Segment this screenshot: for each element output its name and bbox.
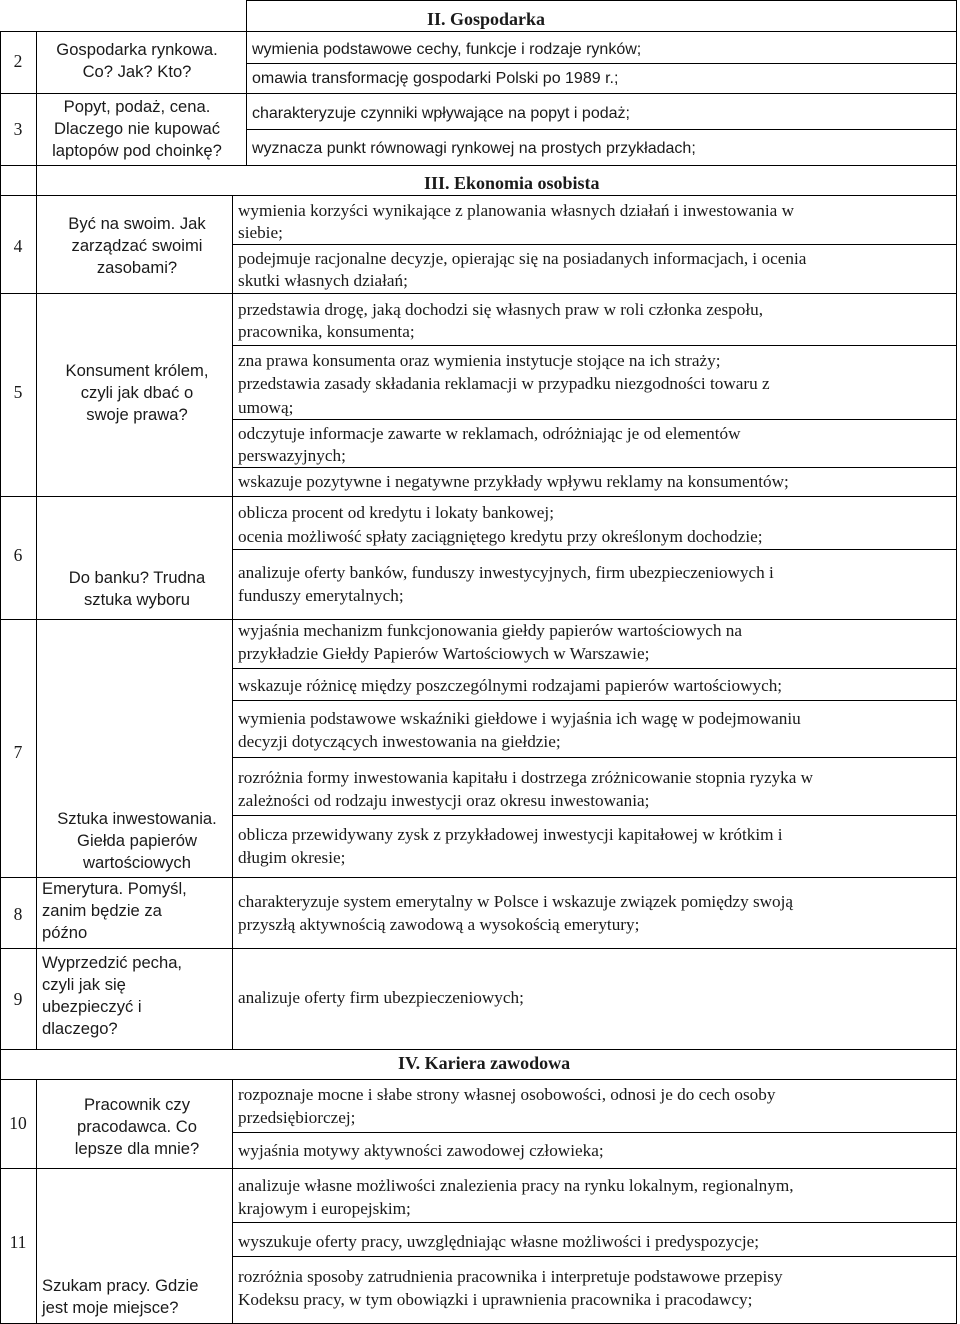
- lesson-topic: [42, 952, 237, 1040]
- lesson-number: 7: [13, 742, 23, 762]
- row-border: [0, 1049, 957, 1050]
- topic-line: Co? Jak? Kto?: [82, 62, 192, 81]
- topic-line: Emerytura. Pomyśl,: [42, 879, 187, 898]
- lesson-number: 11: [9, 1232, 27, 1252]
- row-border: [0, 496, 957, 497]
- requirement-line: siebie;: [238, 223, 283, 242]
- requirement-line: wymienia korzyści wynikające z planowania własnych działań i inwestowania w: [238, 201, 795, 220]
- requirement-line: charakteryzuje system emerytalny w Polsce i wskazuje związek pomiędzy swoją: [238, 892, 794, 911]
- cell-border: [232, 345, 957, 346]
- topic-line: zanim będzie za: [42, 901, 162, 920]
- requirement-line: skutki własnych działań;: [238, 271, 408, 290]
- lesson-topic: [37, 96, 237, 162]
- requirement-line: wymienia podstawowe cechy, funkcje i rodzaje rynków;: [252, 41, 642, 58]
- requirement-line: przyszłą aktywnością zawodową a wysokością emerytury;: [238, 915, 640, 934]
- lesson-topic: [37, 808, 237, 874]
- cell-border: [232, 700, 957, 701]
- requirement-line: charakteryzuje czynniki wpływające na popyt i podaż;: [252, 105, 630, 122]
- topic-line: ubezpieczyć i: [42, 997, 142, 1016]
- lesson-number: 6: [13, 545, 23, 565]
- requirement-line: rozpoznaje mocne i słabe strony własnej osobowości, odnosi je do cech osoby: [238, 1085, 776, 1104]
- topic-line: Dlaczego nie kupować: [53, 119, 221, 138]
- row-border: [0, 1079, 957, 1080]
- table-border: [0, 31, 1, 1324]
- row-border: [0, 195, 957, 196]
- table-border: [956, 0, 957, 1324]
- requirement-line: krajowym i europejskim;: [238, 1199, 411, 1218]
- lesson-topic: [37, 213, 237, 279]
- cell-border: [232, 1222, 957, 1223]
- cell-border: [232, 668, 957, 669]
- row-border: [0, 1168, 957, 1169]
- topic-line: pracodawca. Co: [77, 1117, 197, 1136]
- topic-line: czyli jak dbać o: [80, 383, 194, 402]
- requirement-line: wymienia podstawowe wskaźniki giełdowe i wyjaśnia ich wagę w podejmowaniu: [238, 709, 801, 728]
- cell-border: [246, 129, 957, 130]
- topic-line: Być na swoim. Jak: [68, 214, 206, 233]
- topic-line: Sztuka inwestowania.: [57, 809, 217, 828]
- cell-border: [232, 419, 957, 420]
- requirement-line: odczytuje informacje zawarte w reklamach, odróżniając je od elementów: [238, 424, 741, 443]
- lesson-topic: [37, 39, 237, 83]
- cell-border: [232, 757, 957, 758]
- requirement-line: Kodeksu pracy, w tym obowiązki i uprawnienia pracownika i pracodawcy;: [238, 1290, 753, 1309]
- lesson-number: 10: [9, 1113, 27, 1133]
- lesson-number: 9: [13, 989, 23, 1009]
- topic-line: swoje prawa?: [86, 405, 188, 424]
- requirement-line: wskazuje pozytywne i negatywne przykłady wpływu reklamy na konsumentów;: [238, 472, 789, 491]
- column-divider: [36, 31, 37, 1049]
- lesson-number: 2: [13, 51, 23, 71]
- column-divider: [246, 0, 247, 166]
- topic-line: późno: [42, 923, 88, 942]
- requirement-line: pracownika, konsumenta;: [238, 322, 415, 341]
- cell-border: [246, 63, 957, 64]
- section-header-kariera: IV. Kariera zawodowa: [398, 1053, 571, 1073]
- cell-border: [232, 1132, 957, 1133]
- requirement-line: analizuje własne możliwości znalezienia pracy na rynku lokalnym, regionalnym,: [238, 1176, 794, 1195]
- topic-line: lepsze dla mnie?: [74, 1139, 200, 1158]
- requirement-line: decyzji dotyczących inwestowania na giełdzie;: [238, 732, 561, 751]
- topic-line: Giełda papierów: [77, 831, 197, 850]
- lesson-topic: [37, 567, 237, 611]
- cell-border: [232, 467, 957, 468]
- requirement-line: ocenia możliwość spłaty zaciągniętego kredytu przy określonym dochodzie;: [238, 527, 763, 546]
- requirement-line: analizuje oferty firm ubezpieczeniowych;: [238, 988, 524, 1007]
- requirement-line: podejmuje racjonalne decyzje, opierając się na posiadanych informacjach, i ocenia: [238, 249, 807, 268]
- row-border: [0, 619, 957, 620]
- cell-border: [232, 244, 957, 245]
- requirement-line: oblicza przewidywany zysk z przykładowej inwestycji kapitałowej w krótkim i: [238, 825, 783, 844]
- cell-border: [232, 815, 957, 816]
- row-border: [0, 948, 957, 949]
- topic-line: sztuka wyboru: [83, 590, 191, 609]
- lesson-topic: [42, 878, 237, 944]
- requirement-line: długim okresie;: [238, 848, 346, 867]
- topic-line: Gospodarka rynkowa.: [56, 40, 218, 59]
- row-border: [0, 293, 957, 294]
- topic-line: Pracownik czy: [83, 1095, 191, 1114]
- requirement-line: perswazyjnych;: [238, 446, 346, 465]
- requirement-line: wyszukuje oferty pracy, uwzględniając własne możliwości i predyspozycje;: [238, 1232, 760, 1251]
- row-border: [0, 165, 957, 166]
- row-border: [0, 877, 957, 878]
- requirement-line: funduszy emerytalnych;: [238, 586, 404, 605]
- requirement-line: przedstawia drogę, jaką dochodzi się własnych praw w roli członka zespołu,: [238, 300, 763, 319]
- requirement-line: wyjaśnia mechanizm funkcjonowania giełdy papierów wartościowych na: [238, 621, 743, 640]
- topic-line: zasobami?: [96, 258, 178, 277]
- topic-line: Wyprzedzić pecha,: [42, 953, 183, 972]
- table-border: [0, 31, 957, 32]
- column-divider: [232, 195, 233, 1049]
- column-divider: [36, 1079, 37, 1324]
- topic-line: zarządzać swoimi: [71, 236, 203, 255]
- row-border: [0, 93, 957, 94]
- topic-line: dlaczego?: [42, 1019, 118, 1038]
- requirement-line: umową;: [238, 398, 294, 417]
- requirement-line: wyjaśnia motywy aktywności zawodowej człowieka;: [238, 1141, 604, 1160]
- topic-line: laptopów pod choinkę?: [52, 141, 222, 160]
- lesson-topic: [37, 360, 237, 426]
- requirement-line: omawia transformację gospodarki Polski po 1989 r.;: [252, 70, 619, 87]
- topic-line: Do banku? Trudna: [68, 568, 206, 587]
- topic-line: czyli jak się: [42, 975, 126, 994]
- lesson-number: 3: [13, 119, 23, 139]
- lesson-number: 8: [13, 904, 23, 924]
- lesson-topic: [42, 1275, 237, 1319]
- requirement-line: przedstawia zasady składania reklamacji w przypadku niezgodności towaru z: [238, 374, 770, 393]
- cell-border: [232, 1256, 957, 1257]
- requirement-line: rozróżnia formy inwestowania kapitału i dostrzega zróżnicowanie stopnia ryzyka w: [238, 768, 814, 787]
- column-divider: [232, 1079, 233, 1324]
- lesson-topic: [37, 1094, 237, 1160]
- topic-line: Popyt, podaż, cena.: [63, 97, 211, 116]
- requirement-line: wyznacza punkt równowagi rynkowej na prostych przykładach;: [252, 140, 696, 157]
- requirement-line: analizuje oferty banków, funduszy inwestycyjnych, firm ubezpieczeniowych i: [238, 563, 774, 582]
- table-border: [246, 0, 957, 1]
- requirement-line: zależności od rodzaju inwestycji oraz okresu inwestowania;: [238, 791, 650, 810]
- requirement-line: wskazuje różnicę między poszczególnymi rodzajami papierów wartościowych;: [238, 676, 783, 695]
- cell-border: [232, 549, 957, 550]
- section-header-ekonomia: III. Ekonomia osobista: [424, 173, 600, 193]
- topic-line: wartościowych: [83, 853, 191, 872]
- lesson-number: 5: [13, 382, 23, 402]
- topic-line: jest moje miejsce?: [42, 1298, 179, 1317]
- lesson-number: 4: [13, 236, 23, 256]
- requirement-line: zna prawa konsumenta oraz wymienia instytucje stojące na ich straży;: [238, 351, 721, 370]
- topic-line: Konsument królem,: [65, 361, 209, 380]
- requirement-line: oblicza procent od kredytu i lokaty bankowej;: [238, 503, 554, 522]
- requirement-line: rozróżnia sposoby zatrudnienia pracownika i interpretuje podstawowe przepisy: [238, 1267, 783, 1286]
- requirement-line: przedsiębiorczej;: [238, 1108, 356, 1127]
- requirement-line: przykładzie Giełdy Papierów Wartościowych w Warszawie;: [238, 644, 650, 663]
- section-header-gospodarka: II. Gospodarka: [427, 9, 546, 29]
- topic-line: Szukam pracy. Gdzie: [42, 1276, 199, 1295]
